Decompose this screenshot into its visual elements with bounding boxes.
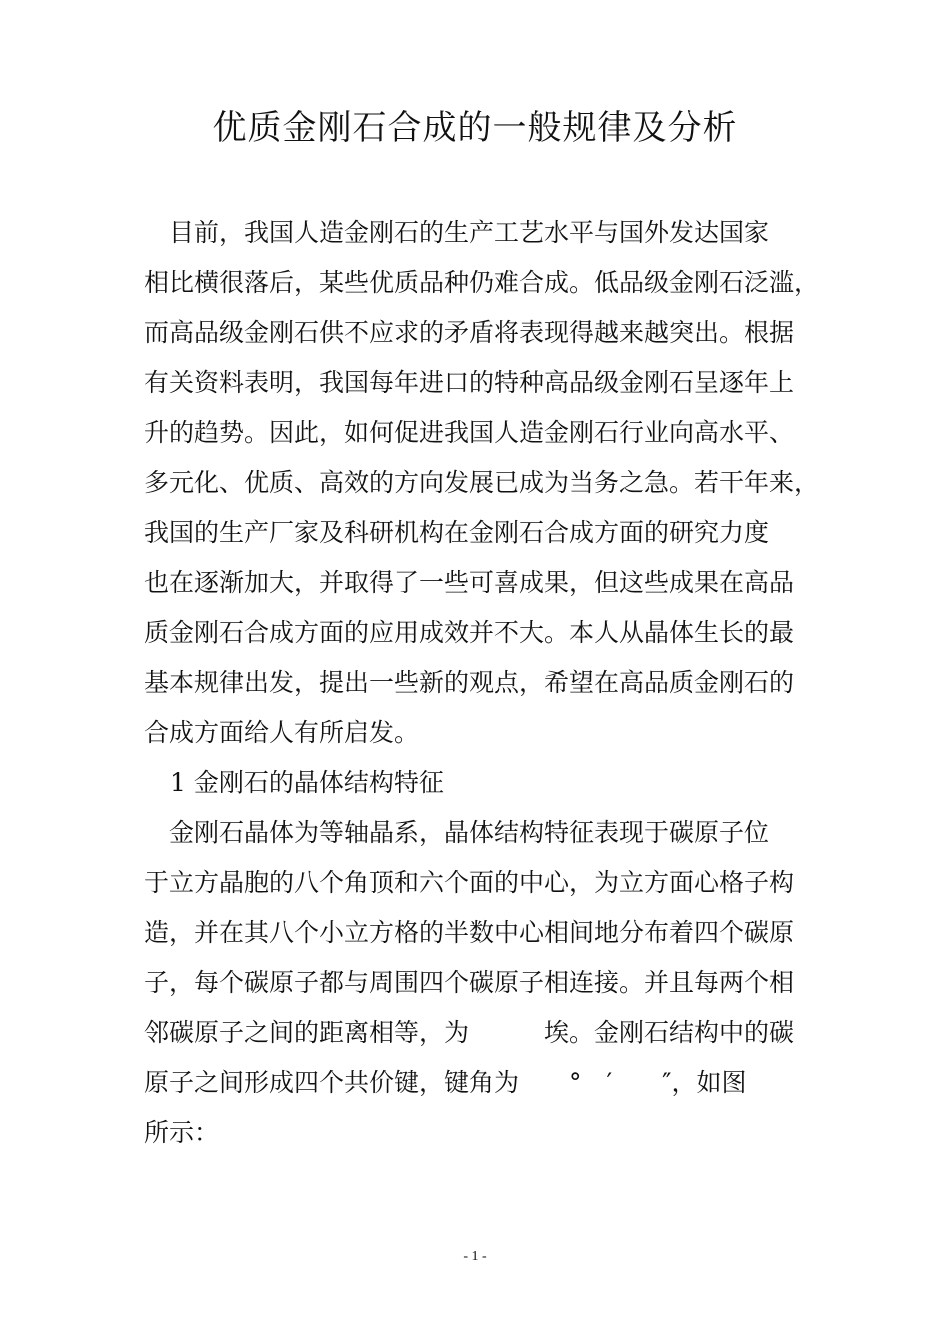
intro-line-1: 目前，我国人造金刚石的生产工艺水平与国外发达国家 bbox=[144, 218, 770, 247]
section-line-5: 邻碳原子之间的距离相等，为 埃。金刚石结构中的碳 bbox=[144, 1018, 795, 1047]
intro-line-2: 相比横很落后，某些优质品种仍难合成。低品级金刚石泛滥， bbox=[144, 268, 820, 297]
intro-line-4: 有关资料表明，我国每年进口的特种高品级金刚石呈逐年上 bbox=[144, 368, 795, 397]
document-title: 优质金刚石合成的一般规律及分析 bbox=[212, 108, 738, 148]
section-line-6: 原子之间形成四个共价键，键角为 ° ′ ″，如图 bbox=[144, 1068, 747, 1097]
intro-line-5: 升的趋势。因此，如何促进我国人造金刚石行业向高水平、 bbox=[144, 418, 795, 447]
intro-line-11: 合成方面给人有所启发。 bbox=[144, 718, 420, 747]
intro-line-8: 也在逐渐加大，并取得了一些可喜成果，但这些成果在高品 bbox=[144, 568, 795, 597]
section-heading: 1 金刚石的晶体结构特征 bbox=[170, 768, 444, 797]
section-line-4: 子，每个碳原子都与周围四个碳原子相连接。并且每两个相 bbox=[144, 968, 795, 997]
intro-line-6: 多元化、优质、高效的方向发展已成为当务之急。若干年来， bbox=[144, 468, 820, 497]
section-line-3: 造，并在其八个小立方格的半数中心相间地分布着四个碳原 bbox=[144, 918, 795, 947]
intro-line-9: 质金刚石合成方面的应用成效并不大。本人从晶体生长的最 bbox=[144, 618, 795, 647]
intro-line-10: 基本规律出发，提出一些新的观点，希望在高品质金刚石的 bbox=[144, 668, 795, 697]
section-line-2: 于立方晶胞的八个角顶和六个面的中心，为立方面心格子构 bbox=[144, 868, 795, 897]
page-number: - 1 - bbox=[463, 1249, 487, 1264]
intro-line-7: 我国的生产厂家及科研机构在金刚石合成方面的研究力度 bbox=[144, 518, 770, 547]
section-line-1: 金刚石晶体为等轴晶系，晶体结构特征表现于碳原子位 bbox=[144, 818, 770, 847]
intro-line-3: 而高品级金刚石供不应求的矛盾将表现得越来越突出。根据 bbox=[144, 318, 795, 347]
section-line-7: 所示： bbox=[144, 1118, 220, 1147]
